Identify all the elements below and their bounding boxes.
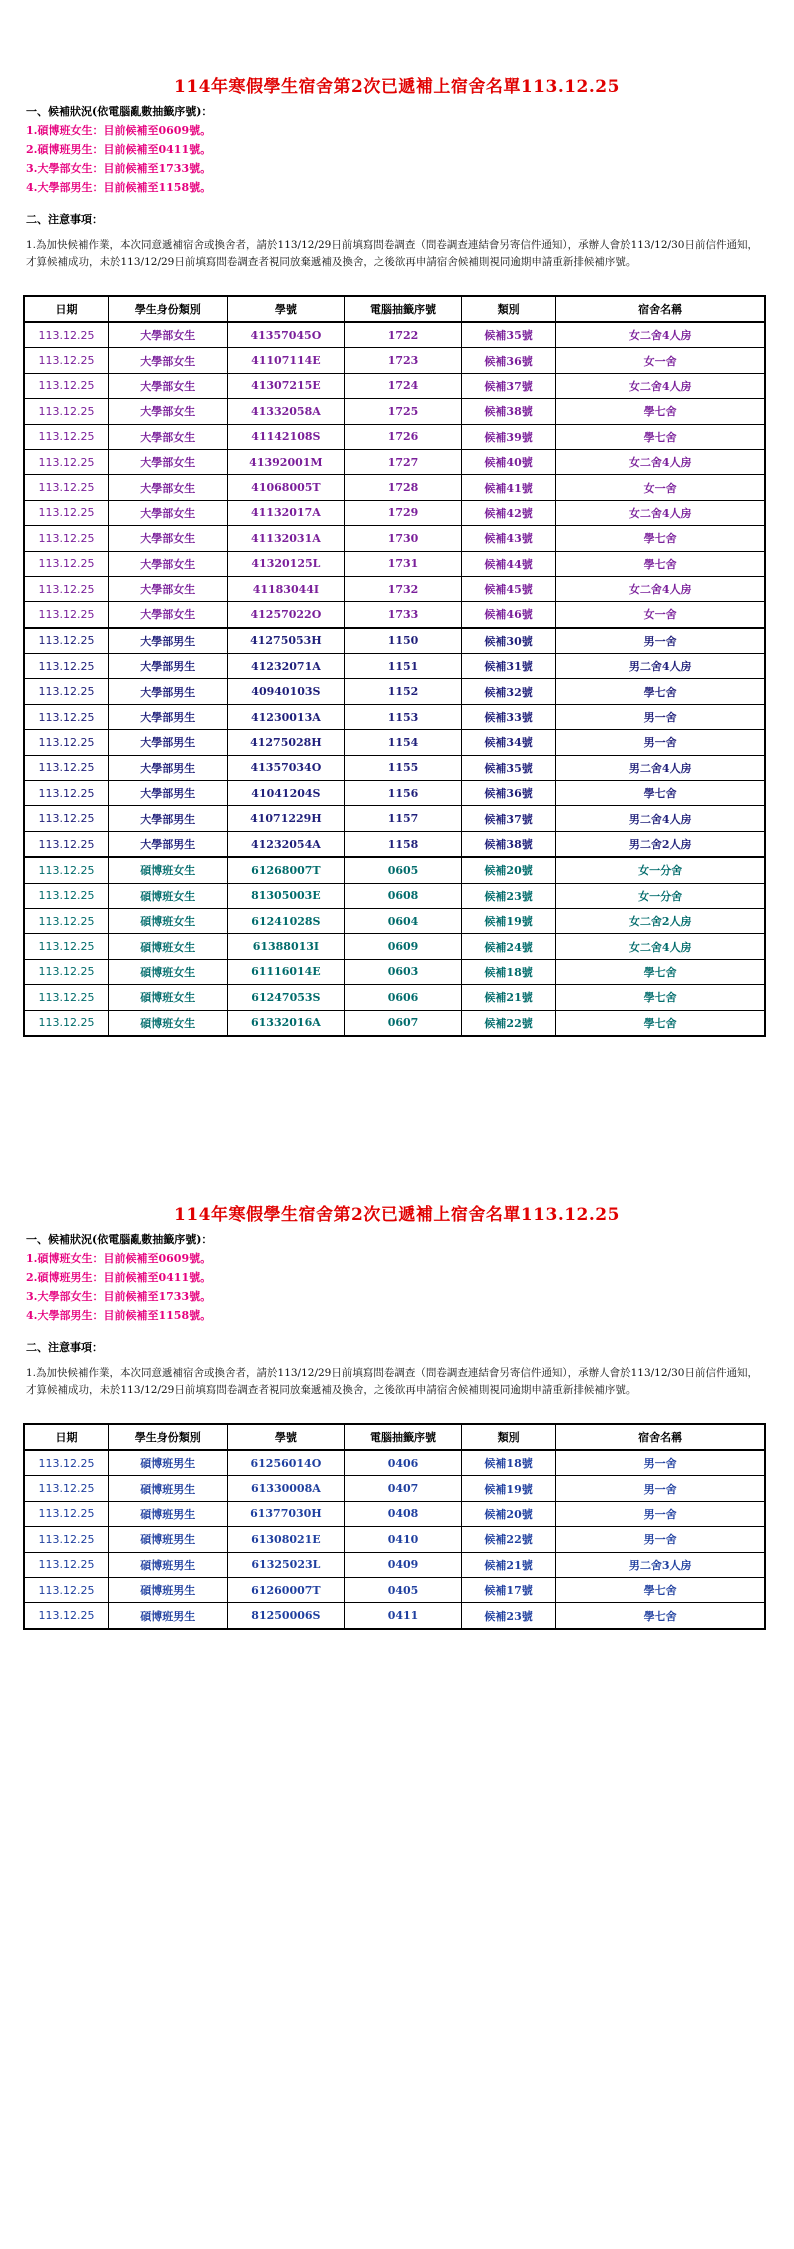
cell-date: 113.12.25 — [24, 399, 108, 424]
cell-dorm-name: 學七舍 — [556, 959, 765, 984]
cell-date: 113.12.25 — [24, 373, 108, 398]
cell-lottery-number: 1729 — [345, 500, 462, 525]
cell-student-type: 大學部女生 — [108, 424, 227, 449]
cell-dorm-name: 女二舍4人房 — [556, 934, 765, 959]
cell-student-type: 大學部女生 — [108, 526, 227, 551]
cell-student-type: 碩博班女生 — [108, 934, 227, 959]
cell-category: 候補38號 — [461, 399, 556, 424]
cell-student-type: 碩博班男生 — [108, 1527, 227, 1552]
cell-category: 候補42號 — [461, 500, 556, 525]
table-row — [24, 322, 765, 348]
cell-student-type: 大學部女生 — [108, 500, 227, 525]
cell-student-id: 41357045O — [227, 322, 345, 348]
cell-student-type: 大學部男生 — [108, 654, 227, 679]
cell-lottery-number: 1727 — [345, 449, 462, 474]
dorm-assignment-table — [23, 295, 766, 1037]
cell-student-id: 61377030H — [227, 1501, 345, 1526]
table-row — [24, 526, 765, 551]
status-line: 4.大學部男生：目前候補至1158號。 — [26, 181, 212, 194]
table-row — [24, 755, 765, 780]
cell-lottery-number: 1150 — [345, 628, 462, 654]
header-category: 類別 — [461, 1424, 556, 1450]
cell-student-id: 61330008A — [227, 1476, 345, 1501]
cell-lottery-number: 0606 — [345, 985, 462, 1010]
notes-text: 1.為加快候補作業，本次同意遞補宿舍或換舍者，請於113/12/29日前填寫問卷調查（問卷調查連結會另寄信件通知），承辦人會於113/12/30日前信件通知，才算候補成功，未於113/12/29日前填寫問卷調查者視同放棄遞補及換舍，之後欲再申請宿舍候補則視同逾期申請重新排候補序號。 — [26, 1367, 758, 1396]
cell-lottery-number: 1154 — [345, 730, 462, 755]
cell-student-type: 大學部女生 — [108, 399, 227, 424]
cell-category: 候補41號 — [461, 475, 556, 500]
table-row — [24, 934, 765, 959]
status-line: 3.大學部女生：目前候補至1733號。 — [26, 162, 212, 175]
cell-student-id: 61325023L — [227, 1552, 345, 1577]
header-date: 日期 — [24, 1424, 108, 1450]
cell-student-type: 大學部女生 — [108, 551, 227, 576]
cell-dorm-name: 學七舍 — [556, 526, 765, 551]
cell-student-id: 41068005T — [227, 475, 345, 500]
cell-category: 候補20號 — [461, 1501, 556, 1526]
cell-date: 113.12.25 — [24, 1010, 108, 1036]
cell-lottery-number: 1158 — [345, 831, 462, 857]
cell-category: 候補31號 — [461, 654, 556, 679]
header-category: 類別 — [461, 296, 556, 322]
cell-student-id: 41392001M — [227, 449, 345, 474]
cell-lottery-number: 0605 — [345, 857, 462, 883]
cell-dorm-name: 男一舍 — [556, 1476, 765, 1501]
cell-dorm-name: 學七舍 — [556, 1010, 765, 1036]
cell-student-type: 大學部女生 — [108, 576, 227, 601]
status-line: 4.大學部男生：目前候補至1158號。 — [26, 1309, 212, 1322]
cell-date: 113.12.25 — [24, 602, 108, 628]
table-row — [24, 730, 765, 755]
cell-dorm-name: 女二舍4人房 — [556, 373, 765, 398]
cell-category: 候補21號 — [461, 1552, 556, 1577]
cell-date: 113.12.25 — [24, 959, 108, 984]
cell-student-type: 碩博班男生 — [108, 1577, 227, 1602]
cell-lottery-number: 1156 — [345, 781, 462, 806]
cell-category: 候補24號 — [461, 934, 556, 959]
cell-date: 113.12.25 — [24, 1450, 108, 1476]
cell-lottery-number: 0407 — [345, 1476, 462, 1501]
cell-student-type: 大學部女生 — [108, 449, 227, 474]
cell-date: 113.12.25 — [24, 526, 108, 551]
cell-student-type: 大學部男生 — [108, 628, 227, 654]
page-1 — [0, 72, 794, 1037]
notes-text: 1.為加快候補作業，本次同意遞補宿舍或換舍者，請於113/12/29日前填寫問卷調查（問卷調查連結會另寄信件通知），承辦人會於113/12/30日前信件通知，才算候補成功，未於113/12/29日前填寫問卷調查者視同放棄遞補及換舍，之後欲再申請宿舍候補則視同逾期申請重新排候補序號。 — [26, 239, 758, 268]
cell-category: 候補38號 — [461, 831, 556, 857]
cell-student-id: 41071229H — [227, 806, 345, 831]
cell-dorm-name: 男二舍4人房 — [556, 806, 765, 831]
cell-date: 113.12.25 — [24, 628, 108, 654]
cell-lottery-number: 0608 — [345, 883, 462, 908]
cell-student-id: 41257022O — [227, 602, 345, 628]
cell-dorm-name: 男二舍2人房 — [556, 831, 765, 857]
cell-date: 113.12.25 — [24, 576, 108, 601]
cell-dorm-name: 男二舍3人房 — [556, 1552, 765, 1577]
cell-lottery-number: 1725 — [345, 399, 462, 424]
page-title: 114年寒假學生宿舍第2次已遞補上宿舍名單113.12.25 — [174, 1205, 620, 1225]
cell-category: 候補37號 — [461, 806, 556, 831]
cell-student-type: 碩博班女生 — [108, 883, 227, 908]
cell-dorm-name: 男二舍4人房 — [556, 654, 765, 679]
table-header-row — [24, 1424, 765, 1450]
cell-student-id: 41275028H — [227, 730, 345, 755]
cell-date: 113.12.25 — [24, 1552, 108, 1577]
cell-category: 候補36號 — [461, 781, 556, 806]
cell-dorm-name: 女一舍 — [556, 348, 765, 373]
cell-dorm-name: 女一分舍 — [556, 857, 765, 883]
cell-student-id: 41320125L — [227, 551, 345, 576]
cell-lottery-number: 0408 — [345, 1501, 462, 1526]
cell-student-id: 41183044I — [227, 576, 345, 601]
cell-student-id: 41357034O — [227, 755, 345, 780]
cell-lottery-number: 0603 — [345, 959, 462, 984]
cell-dorm-name: 學七舍 — [556, 399, 765, 424]
table-row — [24, 1476, 765, 1501]
cell-lottery-number: 0405 — [345, 1577, 462, 1602]
cell-lottery-number: 1726 — [345, 424, 462, 449]
header-lottery-number: 電腦抽籤序號 — [345, 296, 462, 322]
table-row — [24, 1577, 765, 1602]
cell-student-id: 61256014O — [227, 1450, 345, 1476]
cell-lottery-number: 1152 — [345, 679, 462, 704]
cell-category: 候補20號 — [461, 857, 556, 883]
table-row — [24, 1527, 765, 1552]
cell-category: 候補43號 — [461, 526, 556, 551]
header-student-id: 學號 — [227, 1424, 345, 1450]
cell-date: 113.12.25 — [24, 654, 108, 679]
cell-dorm-name: 學七舍 — [556, 1577, 765, 1602]
cell-category: 候補35號 — [461, 755, 556, 780]
cell-category: 候補17號 — [461, 1577, 556, 1602]
cell-category: 候補45號 — [461, 576, 556, 601]
cell-student-type: 碩博班男生 — [108, 1552, 227, 1577]
cell-date: 113.12.25 — [24, 1577, 108, 1602]
table-row — [24, 424, 765, 449]
cell-category: 候補33號 — [461, 704, 556, 729]
cell-date: 113.12.25 — [24, 985, 108, 1010]
cell-date: 113.12.25 — [24, 934, 108, 959]
cell-student-id: 41232054A — [227, 831, 345, 857]
table-row — [24, 1501, 765, 1526]
cell-student-id: 61332016A — [227, 1010, 345, 1036]
status-line: 3.大學部女生：目前候補至1733號。 — [26, 1290, 212, 1303]
cell-student-type: 大學部女生 — [108, 322, 227, 348]
cell-student-type: 碩博班女生 — [108, 857, 227, 883]
cell-dorm-name: 女二舍4人房 — [556, 500, 765, 525]
cell-category: 候補21號 — [461, 985, 556, 1010]
cell-student-id: 41230013A — [227, 704, 345, 729]
cell-lottery-number: 0607 — [345, 1010, 462, 1036]
table-row — [24, 373, 765, 398]
header-student-id: 學號 — [227, 296, 345, 322]
cell-student-id: 41307215E — [227, 373, 345, 398]
table-row — [24, 883, 765, 908]
cell-date: 113.12.25 — [24, 883, 108, 908]
table-row — [24, 654, 765, 679]
waitlist-status-heading: 一、候補狀況(依電腦亂數抽籤序號)： — [26, 105, 213, 118]
notes-heading: 二、注意事項： — [26, 1341, 103, 1354]
table-row — [24, 857, 765, 883]
table-row — [24, 1010, 765, 1036]
cell-student-id: 61116014E — [227, 959, 345, 984]
page-title: 114年寒假學生宿舍第2次已遞補上宿舍名單113.12.25 — [174, 77, 620, 97]
table-header-row — [24, 296, 765, 322]
cell-lottery-number: 1723 — [345, 348, 462, 373]
cell-category: 候補18號 — [461, 1450, 556, 1476]
cell-date: 113.12.25 — [24, 781, 108, 806]
cell-student-id: 41232071A — [227, 654, 345, 679]
cell-lottery-number: 0409 — [345, 1552, 462, 1577]
cell-student-type: 碩博班男生 — [108, 1603, 227, 1629]
cell-lottery-number: 1722 — [345, 322, 462, 348]
cell-student-id: 41041204S — [227, 781, 345, 806]
cell-date: 113.12.25 — [24, 322, 108, 348]
cell-student-id: 41142108S — [227, 424, 345, 449]
cell-date: 113.12.25 — [24, 500, 108, 525]
cell-student-type: 碩博班女生 — [108, 985, 227, 1010]
cell-category: 候補37號 — [461, 373, 556, 398]
cell-date: 113.12.25 — [24, 475, 108, 500]
header-dorm-name: 宿舍名稱 — [556, 296, 765, 322]
table-row — [24, 1552, 765, 1577]
cell-student-id: 61247053S — [227, 985, 345, 1010]
cell-date: 113.12.25 — [24, 348, 108, 373]
cell-dorm-name: 女二舍4人房 — [556, 322, 765, 348]
cell-dorm-name: 學七舍 — [556, 551, 765, 576]
table-row — [24, 985, 765, 1010]
cell-student-type: 大學部男生 — [108, 679, 227, 704]
cell-student-type: 大學部男生 — [108, 831, 227, 857]
cell-dorm-name: 女二舍4人房 — [556, 576, 765, 601]
table-row — [24, 1450, 765, 1476]
cell-dorm-name: 學七舍 — [556, 679, 765, 704]
table-row — [24, 704, 765, 729]
table-row — [24, 781, 765, 806]
cell-student-type: 大學部女生 — [108, 602, 227, 628]
cell-student-type: 大學部女生 — [108, 348, 227, 373]
cell-dorm-name: 男一舍 — [556, 1450, 765, 1476]
cell-student-type: 大學部女生 — [108, 373, 227, 398]
cell-dorm-name: 男一舍 — [556, 628, 765, 654]
cell-lottery-number: 1728 — [345, 475, 462, 500]
cell-dorm-name: 女一舍 — [556, 602, 765, 628]
cell-date: 113.12.25 — [24, 449, 108, 474]
cell-lottery-number: 0411 — [345, 1603, 462, 1629]
table-row — [24, 576, 765, 601]
cell-lottery-number: 0609 — [345, 934, 462, 959]
cell-date: 113.12.25 — [24, 1527, 108, 1552]
table-row — [24, 475, 765, 500]
cell-student-type: 碩博班男生 — [108, 1501, 227, 1526]
cell-lottery-number: 1157 — [345, 806, 462, 831]
cell-student-id: 61388013I — [227, 934, 345, 959]
cell-student-type: 碩博班女生 — [108, 908, 227, 933]
cell-dorm-name: 男一舍 — [556, 1527, 765, 1552]
cell-dorm-name: 女二舍4人房 — [556, 449, 765, 474]
cell-category: 候補46號 — [461, 602, 556, 628]
cell-dorm-name: 學七舍 — [556, 985, 765, 1010]
cell-student-type: 大學部男生 — [108, 755, 227, 780]
cell-category: 候補19號 — [461, 908, 556, 933]
notes-heading: 二、注意事項： — [26, 213, 103, 226]
cell-student-type: 碩博班男生 — [108, 1476, 227, 1501]
status-line: 1.碩博班女生：目前候補至0609號。 — [26, 124, 212, 137]
cell-student-id: 41107114E — [227, 348, 345, 373]
cell-dorm-name: 男一舍 — [556, 704, 765, 729]
cell-dorm-name: 學七舍 — [556, 1603, 765, 1629]
table-row — [24, 399, 765, 424]
cell-student-type: 大學部男生 — [108, 806, 227, 831]
table-row — [24, 551, 765, 576]
cell-dorm-name: 男二舍4人房 — [556, 755, 765, 780]
cell-date: 113.12.25 — [24, 704, 108, 729]
status-line: 2.碩博班男生：目前候補至0411號。 — [26, 1271, 212, 1284]
cell-date: 113.12.25 — [24, 857, 108, 883]
cell-student-id: 61268007T — [227, 857, 345, 883]
cell-student-type: 大學部男生 — [108, 730, 227, 755]
cell-category: 候補39號 — [461, 424, 556, 449]
cell-date: 113.12.25 — [24, 755, 108, 780]
cell-category: 候補40號 — [461, 449, 556, 474]
cell-category: 候補19號 — [461, 1476, 556, 1501]
table-row — [24, 500, 765, 525]
cell-lottery-number: 1151 — [345, 654, 462, 679]
table-row — [24, 602, 765, 628]
cell-lottery-number: 1733 — [345, 602, 462, 628]
header-lottery-number: 電腦抽籤序號 — [345, 1424, 462, 1450]
cell-lottery-number: 0604 — [345, 908, 462, 933]
cell-lottery-number: 1153 — [345, 704, 462, 729]
cell-date: 113.12.25 — [24, 1476, 108, 1501]
cell-category: 候補44號 — [461, 551, 556, 576]
cell-category: 候補30號 — [461, 628, 556, 654]
cell-category: 候補18號 — [461, 959, 556, 984]
header-student-type: 學生身份類別 — [108, 1424, 227, 1450]
cell-student-id: 61241028S — [227, 908, 345, 933]
cell-student-type: 碩博班男生 — [108, 1450, 227, 1476]
cell-date: 113.12.25 — [24, 806, 108, 831]
table-row — [24, 831, 765, 857]
cell-lottery-number: 1730 — [345, 526, 462, 551]
table-row — [24, 806, 765, 831]
cell-date: 113.12.25 — [24, 551, 108, 576]
cell-category: 候補22號 — [461, 1010, 556, 1036]
table-row — [24, 348, 765, 373]
cell-student-type: 碩博班女生 — [108, 1010, 227, 1036]
cell-student-id: 61260007T — [227, 1577, 345, 1602]
cell-dorm-name: 男一舍 — [556, 1501, 765, 1526]
table-row — [24, 959, 765, 984]
cell-student-type: 大學部男生 — [108, 704, 227, 729]
cell-lottery-number: 1732 — [345, 576, 462, 601]
cell-student-id: 41132031A — [227, 526, 345, 551]
cell-dorm-name: 女二舍2人房 — [556, 908, 765, 933]
cell-category: 候補32號 — [461, 679, 556, 704]
cell-student-type: 大學部男生 — [108, 781, 227, 806]
table-row — [24, 628, 765, 654]
cell-student-id: 41275053H — [227, 628, 345, 654]
cell-date: 113.12.25 — [24, 424, 108, 449]
cell-student-id: 40940103S — [227, 679, 345, 704]
dorm-assignment-table — [23, 1423, 766, 1630]
waitlist-status-heading: 一、候補狀況(依電腦亂數抽籤序號)： — [26, 1233, 213, 1246]
cell-category: 候補22號 — [461, 1527, 556, 1552]
cell-lottery-number: 0406 — [345, 1450, 462, 1476]
cell-date: 113.12.25 — [24, 1603, 108, 1629]
cell-student-id: 41132017A — [227, 500, 345, 525]
cell-category: 候補36號 — [461, 348, 556, 373]
status-line: 1.碩博班女生：目前候補至0609號。 — [26, 1252, 212, 1265]
cell-lottery-number: 0410 — [345, 1527, 462, 1552]
status-line: 2.碩博班男生：目前候補至0411號。 — [26, 143, 212, 156]
cell-date: 113.12.25 — [24, 831, 108, 857]
cell-category: 候補35號 — [461, 322, 556, 348]
cell-student-id: 41332058A — [227, 399, 345, 424]
cell-lottery-number: 1731 — [345, 551, 462, 576]
table-row — [24, 679, 765, 704]
cell-student-type: 大學部女生 — [108, 475, 227, 500]
header-date: 日期 — [24, 296, 108, 322]
cell-dorm-name: 女一舍 — [556, 475, 765, 500]
cell-student-id: 81250006S — [227, 1603, 345, 1629]
table-row — [24, 449, 765, 474]
cell-category: 候補23號 — [461, 1603, 556, 1629]
cell-student-id: 81305003E — [227, 883, 345, 908]
cell-lottery-number: 1155 — [345, 755, 462, 780]
table-row — [24, 908, 765, 933]
cell-dorm-name: 學七舍 — [556, 424, 765, 449]
page-2 — [0, 1200, 794, 1630]
cell-dorm-name: 女一分舍 — [556, 883, 765, 908]
cell-student-type: 碩博班女生 — [108, 959, 227, 984]
cell-lottery-number: 1724 — [345, 373, 462, 398]
cell-date: 113.12.25 — [24, 908, 108, 933]
table-row — [24, 1603, 765, 1629]
cell-student-id: 61308021E — [227, 1527, 345, 1552]
cell-dorm-name: 學七舍 — [556, 781, 765, 806]
cell-category: 候補23號 — [461, 883, 556, 908]
cell-date: 113.12.25 — [24, 1501, 108, 1526]
header-dorm-name: 宿舍名稱 — [556, 1424, 765, 1450]
cell-date: 113.12.25 — [24, 730, 108, 755]
cell-date: 113.12.25 — [24, 679, 108, 704]
header-student-type: 學生身份類別 — [108, 296, 227, 322]
cell-dorm-name: 男一舍 — [556, 730, 765, 755]
cell-category: 候補34號 — [461, 730, 556, 755]
